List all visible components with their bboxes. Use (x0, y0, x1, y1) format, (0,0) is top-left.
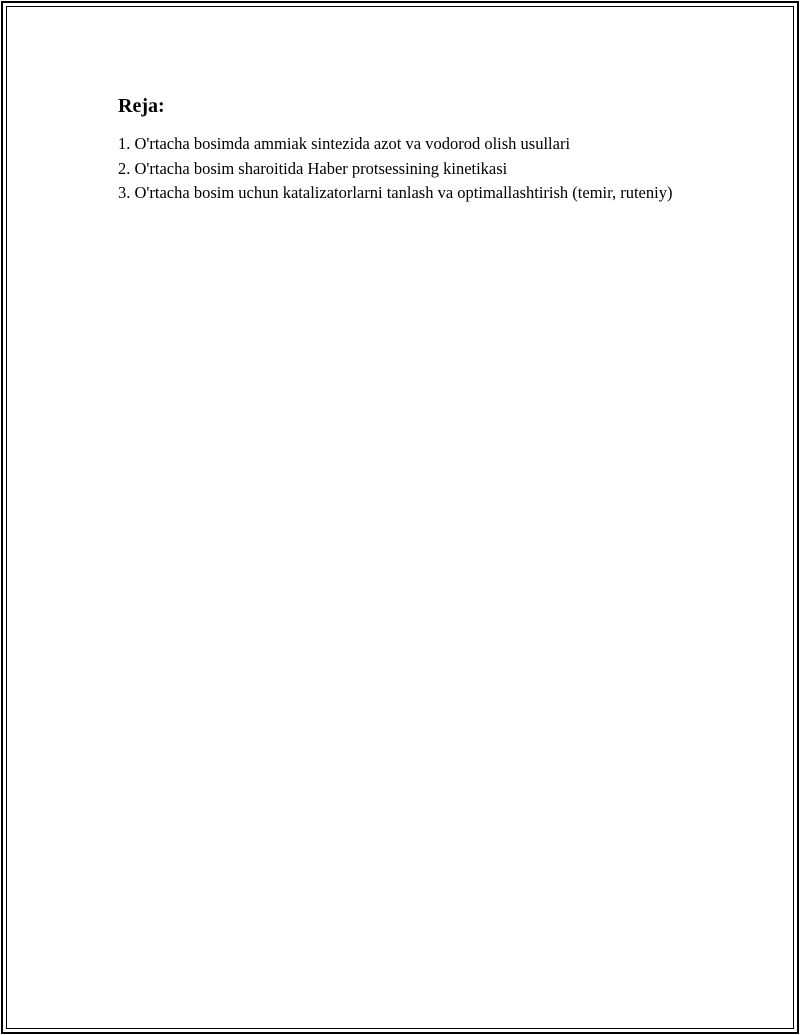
plan-list (118, 132, 688, 206)
plan-item-3: 3. O'rtacha bosim uchun katalizatorlarni tanlash va optimallashtirish (temir, ruteniy) (118, 183, 673, 202)
plan-item-1: 1. O'rtacha bosimda ammiak sintezida azot va vodorod olish usullari (118, 134, 571, 153)
plan-heading: Reja: (118, 95, 165, 117)
plan-item-2: 2. O'rtacha bosim sharoitida Haber protsessining kinetikasi (118, 158, 508, 178)
document-body (118, 94, 688, 206)
